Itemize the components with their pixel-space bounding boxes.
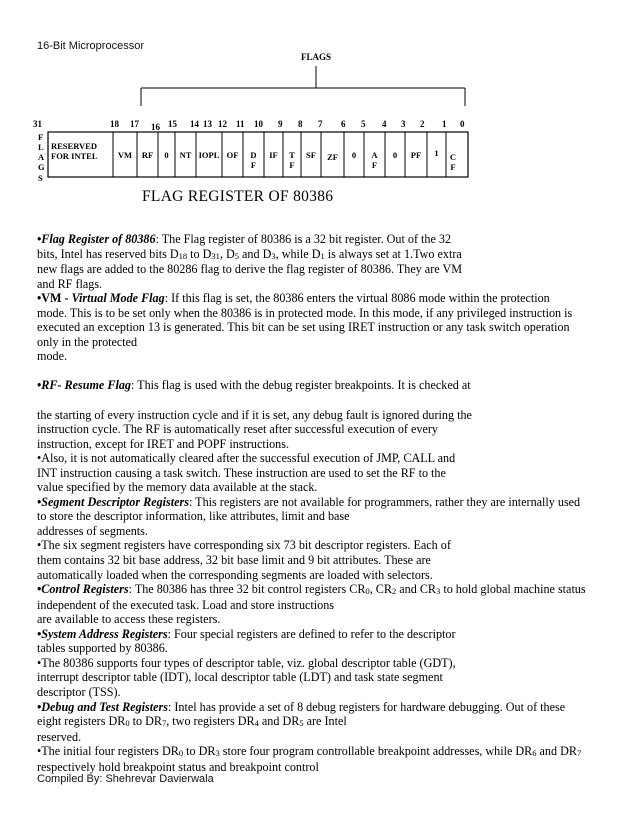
text-line: •RF- Resume Flag: This flag is used with the debug register breakpoints. It is checked at	[37, 378, 471, 393]
bit-17: 17	[130, 119, 139, 129]
cell-vm: VM	[117, 150, 133, 160]
cell-of: OF	[226, 150, 239, 160]
bit-3: 3	[401, 119, 406, 129]
bit-9: 9	[278, 119, 283, 129]
text-line: mode. This is to be set only when the 80386 is in protected mode. In this mode, if any privileged instruction is	[37, 305, 573, 320]
side-letter-s: S	[38, 173, 43, 183]
cell-reserved: RESERVED	[51, 141, 97, 151]
bit-6: 6	[341, 119, 346, 129]
cell-tf-bottom: F	[289, 160, 295, 170]
cell-rf: RF	[141, 150, 154, 160]
bit-14: 14	[190, 119, 199, 129]
text-line: •Debug and Test Registers: Intel has provide a set of 8 debug registers for hardware debugging. Out of these	[37, 699, 566, 714]
bit-11: 11	[236, 119, 245, 129]
text-line: to store the descriptor information, like attributes, limit and base	[37, 509, 350, 524]
side-letter-a: A	[38, 152, 45, 162]
bit-numbers	[33, 119, 465, 132]
text-line: executed an exception 13 is generated. This bit can be set using IRET instruction or any task switch operation	[37, 320, 570, 335]
text-line: interrupt descriptor table (IDT), local descriptor table (LDT) and task state segment	[37, 670, 443, 685]
bit-7: 7	[318, 119, 323, 129]
text-line: •The 80386 supports four types of descriptor table, viz. global descriptor table (GDT),	[37, 655, 456, 670]
text-line: automatically loaded when the corresponding segments are loaded with selectors.	[37, 567, 433, 582]
bit-12: 12	[218, 119, 227, 129]
bit-13: 13	[203, 119, 212, 129]
cell-af-bottom: F	[371, 160, 378, 170]
text-line: descriptor (TSS).	[37, 684, 121, 699]
text-line: addresses of segments.	[37, 523, 148, 538]
body-text	[37, 232, 607, 774]
text-line: respectively hold breakpoint status and breakpoint control	[37, 759, 319, 774]
term-flag-register: •Flag Register of 80386	[37, 232, 156, 246]
page-footer: Compiled By: Shehrevar Davierwala	[37, 773, 214, 785]
term-resume-flag: •RF- Resume Flag	[37, 378, 131, 393]
side-letter-f: F	[38, 132, 44, 142]
text-line: •Flag Register of 80386: The Flag register of 80386 is a 32 bit register. Out of the 32	[37, 232, 452, 246]
cell-bit5: 0	[351, 150, 357, 160]
term-vm-prefix: •VM -	[37, 291, 72, 306]
term-segment-descriptor: •Segment Descriptor Registers	[37, 494, 189, 509]
cell-sf: SF	[306, 150, 316, 160]
cell-bit15: 0	[164, 150, 169, 160]
text-line: instruction cycle. The RF is automatically reset after successful execution of every	[37, 422, 438, 437]
side-letter-g: G	[38, 162, 45, 172]
text-line: •Control Registers: The 80386 has three 32 bit control registers $CR_0$, $CR_2$ and $CR_3$ to hold global machine status	[37, 582, 586, 597]
cell-df-bottom: F	[250, 160, 257, 170]
text-line: •Segment Descriptor Registers: This registers are not available for programmers, rather they are internally used	[37, 494, 581, 509]
bit-2: 2	[420, 119, 425, 129]
text-line: •The initial four registers $DR_0$ to $DR_3$ store four program controllable breakpoint addresses, while $DR_6$ and $DR_7$	[37, 744, 582, 759]
cell-iopl: IOPL	[198, 150, 220, 160]
term-control-registers: •Control Registers	[37, 582, 129, 597]
text-line: tables supported by 80386.	[37, 641, 168, 656]
term-system-address: •System Address Registers	[37, 626, 168, 641]
bit-10: 10	[254, 119, 263, 129]
text-line: •VM - Virtual Mode Flag: If this flag is set, the 80386 enters the virtual 8086 mode within the protection	[37, 291, 550, 306]
bit-15: 15	[168, 119, 177, 129]
text-line: them contains 32 bit base address, 32 bit base limit and 9 bit attributes. These are	[37, 553, 431, 568]
text-line: INT instruction causing a task switch. These instruction are used to set the RF to the	[37, 465, 446, 480]
text-line: the starting of every instruction cycle and if it is set, any debug fault is ignored during the	[37, 407, 472, 422]
bit-16: 16	[151, 122, 160, 132]
cell-labels	[51, 141, 456, 172]
text-line: new flags are added to the 80286 flag to derive the flag register of 80386. They are VM	[37, 262, 463, 277]
cell-if: IF	[269, 150, 278, 160]
flag-register-diagram	[0, 40, 638, 215]
diagram-caption: FLAG REGISTER OF 80386	[142, 188, 334, 205]
term-debug-test: •Debug and Test Registers	[37, 699, 168, 714]
text-line: instruction, except for IRET and POPF instructions.	[37, 436, 290, 451]
cell-df-top: D	[250, 150, 257, 160]
cell-reserved-for: FOR INTEL	[51, 151, 98, 161]
text-line: eight registers $DR_0$ to $DR_7$, two registers $DR_4$ and $DR_5$ are Intel	[37, 714, 347, 729]
bit-1: 1	[442, 119, 447, 129]
cell-cf-bottom: F	[450, 162, 456, 172]
bit-31: 31	[33, 119, 42, 129]
cell-bit3: 0	[392, 150, 398, 160]
text-line: reserved.	[37, 729, 82, 744]
cell-nt: NT	[179, 150, 192, 160]
cell-af-top: A	[371, 150, 378, 160]
text-line: value specified by the memory data available at the stack.	[37, 480, 318, 495]
side-label	[38, 132, 45, 183]
text-line: only in the protected	[37, 334, 138, 349]
bit-4: 4	[382, 119, 387, 129]
bit-5: 5	[361, 119, 366, 129]
text-line: mode.	[37, 349, 68, 364]
text-line: and RF flags.	[37, 276, 103, 291]
text-line: independent of the executed task. Load and store instructions	[37, 597, 335, 612]
side-letter-l: L	[38, 142, 44, 152]
cell-cf-top: C	[449, 152, 457, 162]
text-line: •Also, it is not automatically cleared after the successful execution of JMP, CALL and	[37, 451, 456, 466]
term-virtual-mode-flag: Virtual Mode Flag	[71, 291, 165, 306]
cell-bit1: 1	[434, 148, 439, 158]
cell-tf-top: T	[289, 150, 295, 160]
page-header: 16-Bit Microprocessor	[37, 40, 144, 52]
cell-zf: ZF	[327, 152, 338, 162]
text-line: bits, Intel has reserved bits $D_{18}$ to $D_{31}$, $D_5$ and $D_3$, while $D_1$ is always set at 1.Two extra	[37, 246, 462, 261]
cell-pf: PF	[410, 150, 422, 160]
bit-8: 8	[298, 119, 303, 129]
flags-title: FLAGS	[300, 52, 332, 62]
bit-18: 18	[110, 119, 119, 129]
text-line: •System Address Registers: Four special registers are defined to refer to the descriptor	[37, 626, 456, 641]
text-line: are available to access these registers.	[37, 612, 221, 627]
bit-0: 0	[460, 119, 465, 129]
text-line: •The six segment registers have corresponding six 73 bit descriptor registers. Each of	[37, 538, 451, 553]
